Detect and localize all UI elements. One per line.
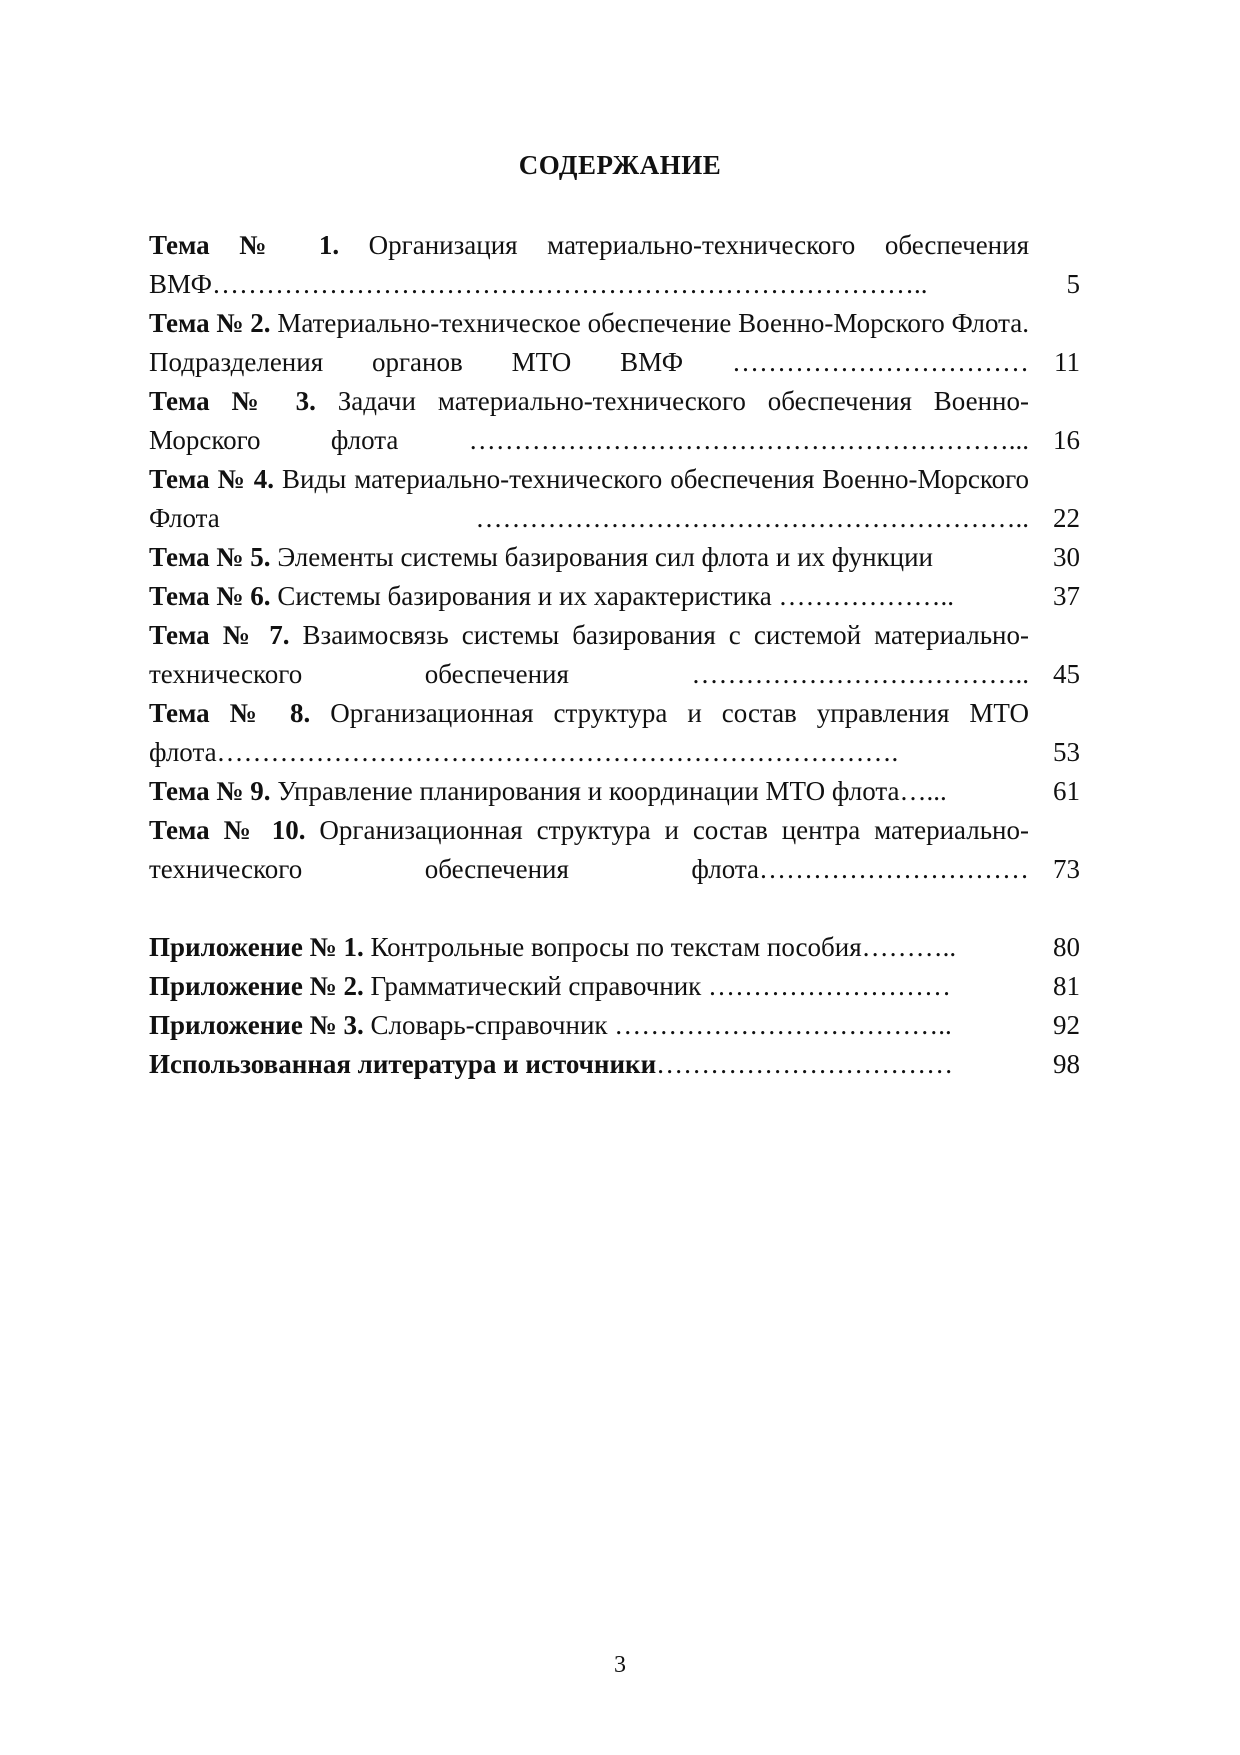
page-number: 3 bbox=[614, 1652, 626, 1678]
entry-label: Тема № 5. bbox=[149, 542, 271, 572]
entry-text: Организация материально-технического обеспечения ВМФ…………………………………………………………………….. bbox=[149, 230, 1029, 299]
entry-text: Контрольные вопросы по текстам пособия……….. bbox=[363, 932, 957, 962]
entry-label: Тема № 1. bbox=[149, 230, 340, 260]
entry-page-number: 45 bbox=[1053, 659, 1080, 689]
entry-page-number: 98 bbox=[1053, 1049, 1080, 1079]
entry-page-number: 30 bbox=[1053, 542, 1080, 572]
entry-page-number: 16 bbox=[1053, 425, 1080, 455]
table-of-contents bbox=[149, 226, 1080, 1084]
entry-label: Тема № 6. bbox=[149, 581, 271, 611]
entry-text: Грамматический справочник ……………………… bbox=[363, 971, 952, 1001]
entry-label: Тема № 7. bbox=[149, 620, 290, 650]
toc-entry-5[interactable] bbox=[149, 538, 1080, 577]
toc-entry-7[interactable] bbox=[149, 616, 1080, 694]
toc-entry-3[interactable] bbox=[149, 382, 1080, 460]
entry-text: Задачи материально-технического обеспечения Военно-Морского флота ……………………………………………………... bbox=[149, 386, 1029, 455]
entry-page-number: 53 bbox=[1053, 737, 1080, 767]
entry-page-number: 81 bbox=[1053, 971, 1080, 1001]
toc-appendix-1[interactable] bbox=[149, 928, 1080, 967]
entry-label: Приложение № 1. bbox=[149, 932, 364, 962]
toc-appendix-3[interactable] bbox=[149, 1006, 1080, 1045]
toc-references[interactable] bbox=[149, 1045, 1080, 1084]
entry-label: Тема № 9. bbox=[149, 776, 271, 806]
entry-text: Словарь-справочник ……………………………….. bbox=[363, 1010, 952, 1040]
entry-text: Системы базирования и их характеристика ……………….. bbox=[270, 581, 954, 611]
entry-text: Организационная структура и состав центра материально-технического обеспечения флота………………………… bbox=[149, 815, 1029, 884]
entry-text: Взаимосвязь системы базирования с системой материально-технического обеспечения ……………………………….. bbox=[149, 620, 1030, 689]
entry-text: Виды материально-технического обеспечения Военно-Морского Флота …………………………………………………….. bbox=[149, 464, 1029, 533]
toc-entry-8[interactable] bbox=[149, 694, 1080, 772]
toc-entry-1[interactable] bbox=[149, 226, 1080, 304]
entry-label: Приложение № 3. bbox=[149, 1010, 364, 1040]
toc-entry-2[interactable] bbox=[149, 304, 1080, 382]
entry-page-number: 22 bbox=[1053, 503, 1080, 533]
entry-label: Тема № 10. bbox=[149, 815, 306, 845]
entry-label: Тема № 8. bbox=[149, 698, 311, 728]
entry-page-number: 11 bbox=[1054, 347, 1080, 377]
entry-text: Элементы системы базирования сил флота и их функции bbox=[270, 542, 933, 572]
toc-entry-9[interactable] bbox=[149, 772, 1080, 811]
entry-text: Организационная структура и состав управления МТО флота…………………………………………………………………. bbox=[149, 698, 1029, 767]
entry-label: Приложение № 2. bbox=[149, 971, 364, 1001]
entry-page-number: 37 bbox=[1053, 581, 1080, 611]
page-title: СОДЕРЖАНИЕ bbox=[518, 150, 722, 180]
entry-label: Тема № 2. bbox=[149, 308, 271, 338]
entry-page-number: 5 bbox=[1066, 269, 1080, 299]
toc-entry-6[interactable] bbox=[149, 577, 1080, 616]
entry-text: …………………………… bbox=[656, 1049, 954, 1079]
entry-page-number: 92 bbox=[1053, 1010, 1080, 1040]
entry-label: Использованная литература и источники bbox=[149, 1049, 657, 1079]
entry-label: Тема № 3. bbox=[149, 386, 316, 416]
toc-appendix-2[interactable] bbox=[149, 967, 1080, 1006]
entry-page-number: 80 bbox=[1053, 932, 1080, 962]
entry-page-number: 73 bbox=[1053, 854, 1080, 884]
toc-entry-10[interactable] bbox=[149, 811, 1080, 889]
section-spacer bbox=[149, 889, 1080, 928]
entry-page-number: 61 bbox=[1053, 776, 1080, 806]
entry-text: Материально-техническое обеспечение Военно-Морского Флота. Подразделения органов МТО ВМФ …………………………… bbox=[149, 308, 1030, 377]
entry-label: Тема № 4. bbox=[149, 464, 275, 494]
toc-entry-4[interactable] bbox=[149, 460, 1080, 538]
entry-text: Управление планирования и координации МТО флота…... bbox=[270, 776, 947, 806]
